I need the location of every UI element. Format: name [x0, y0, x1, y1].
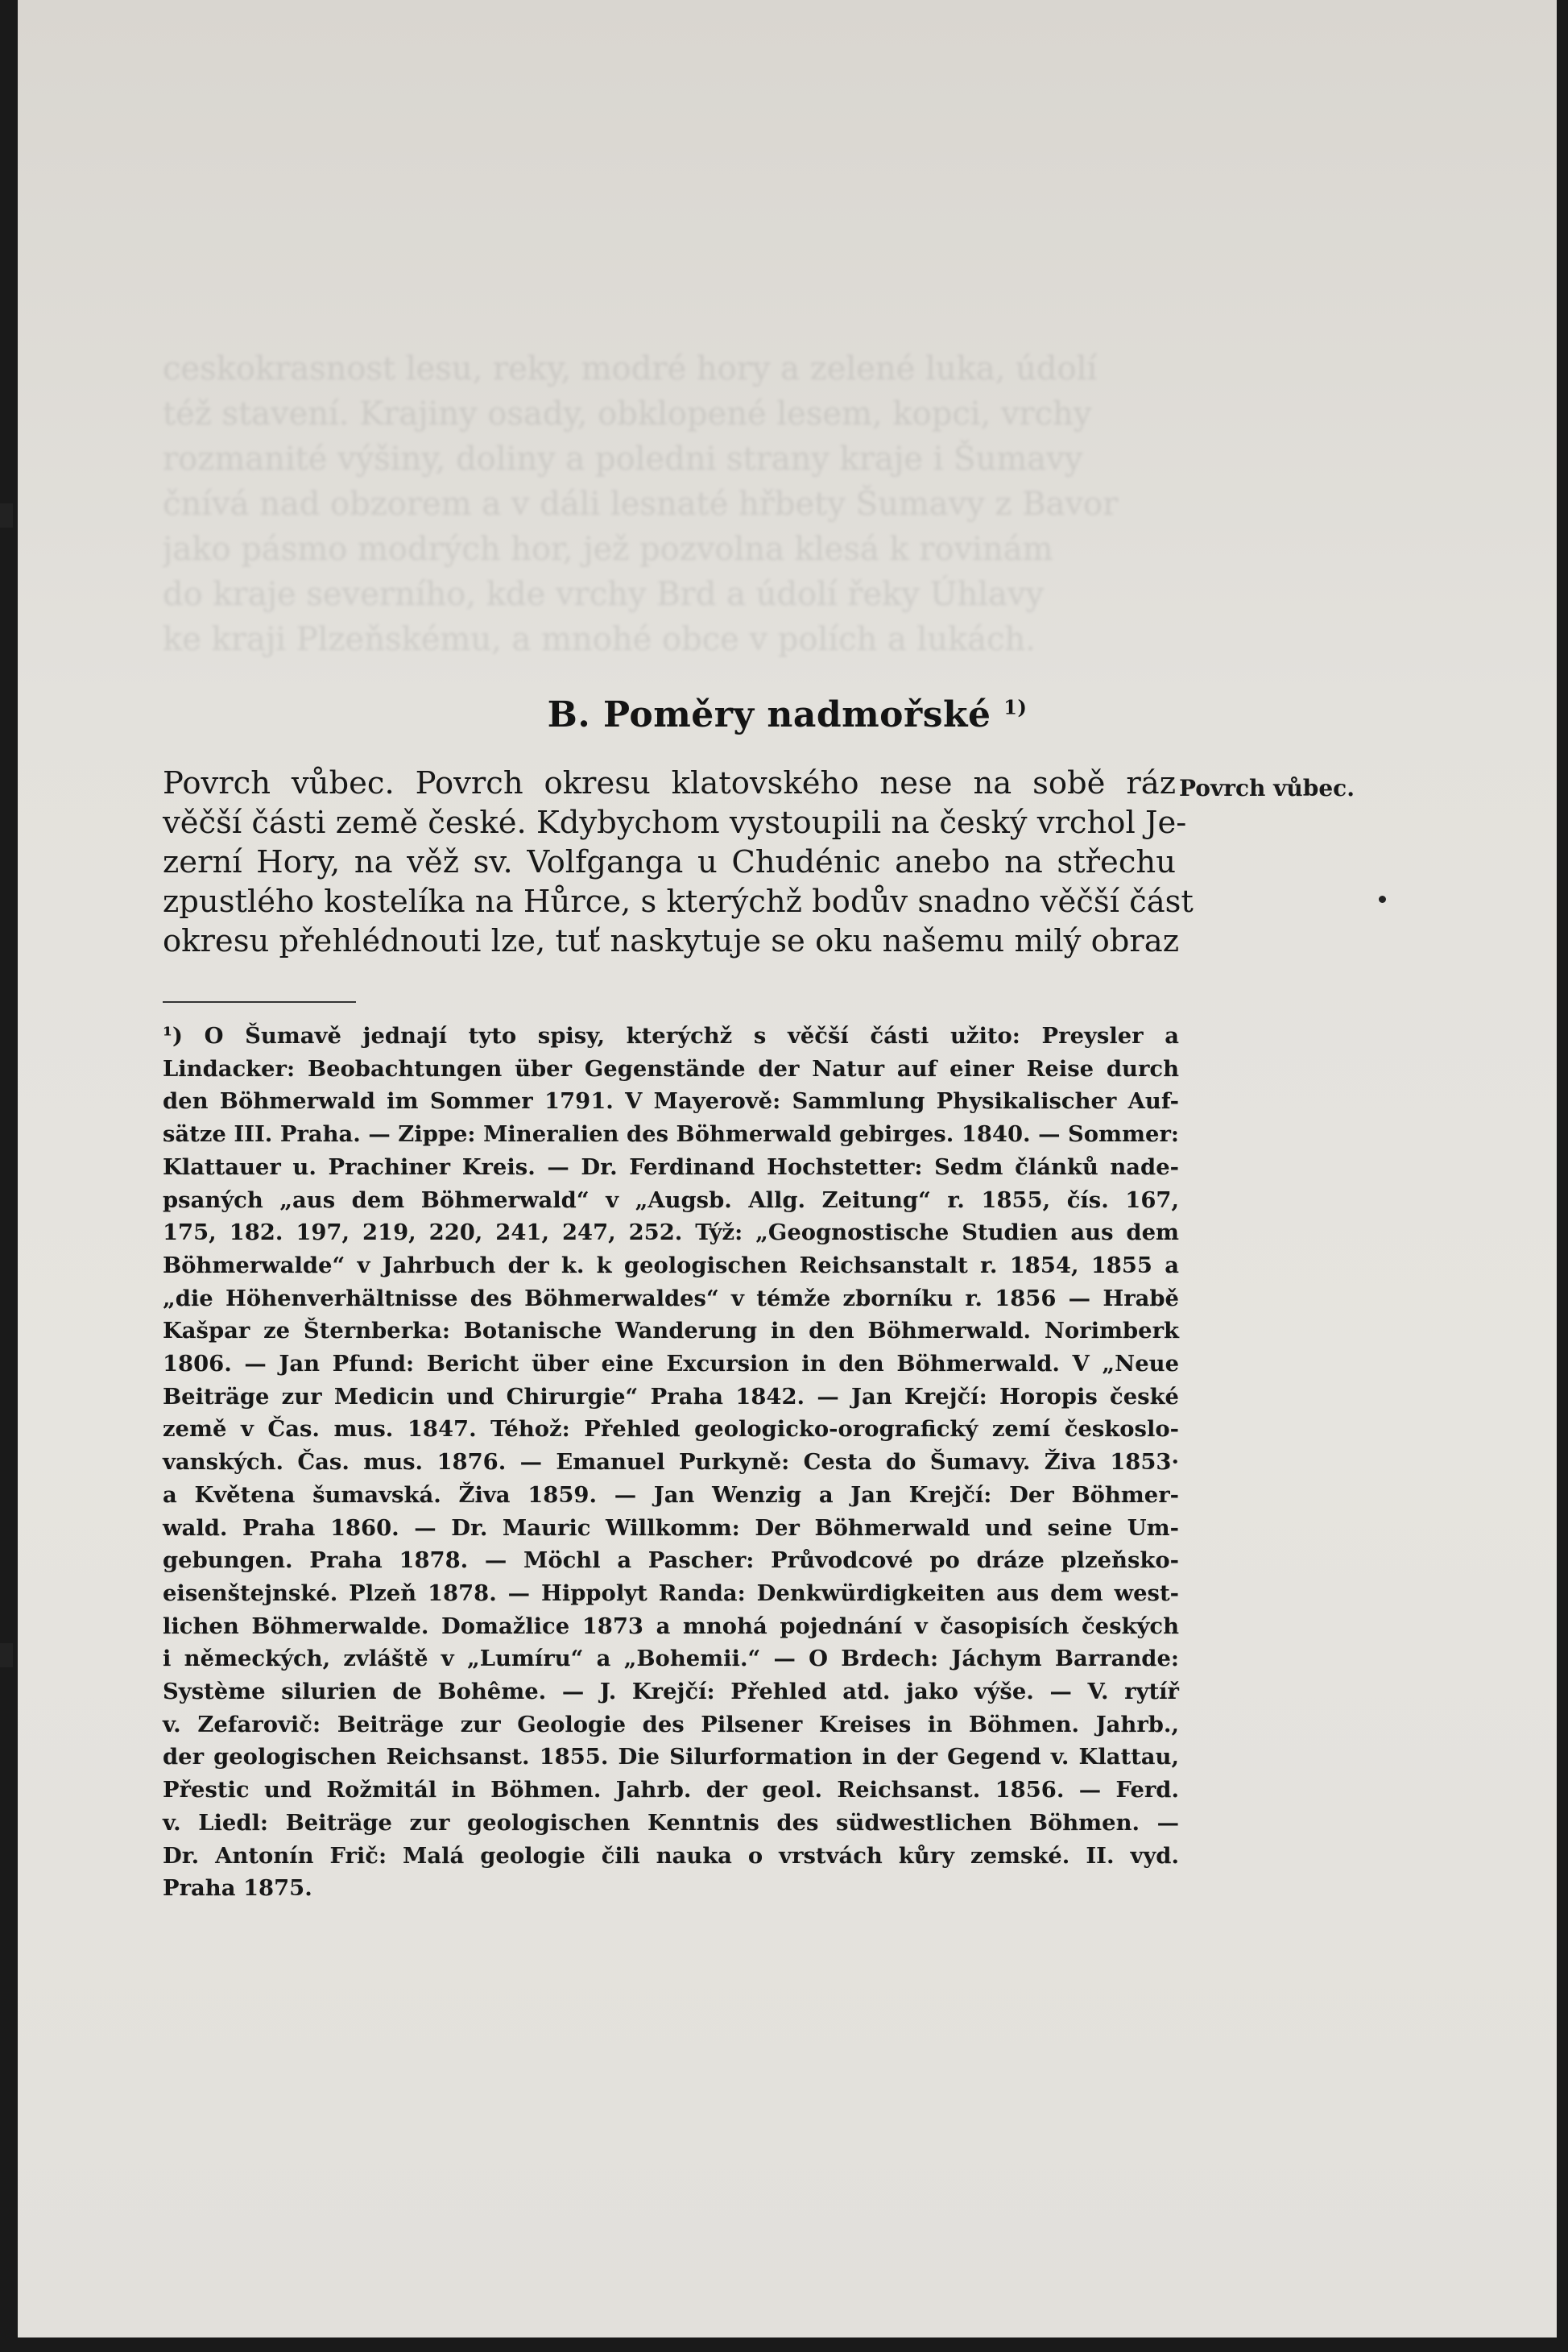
footnote-line: v. Liedl: Beiträge zur geologischen Kenntnis des südwestlichen Böhmen. — [163, 1809, 1179, 1836]
show-through-text: ke kraji Plzeňskému, a mnohé obce v polích a lukách. [163, 621, 1036, 658]
footnote-line: Dr. Antonín Frič: Malá geologie čili nauka o vrstvách kůry zemské. II. vyd. [163, 1842, 1179, 1869]
scan-edge-mark [0, 503, 13, 528]
footnote-line: Système silurien de Bohême. — J. Krejčí: Přehled atd. jako výše. — V. rytíř [163, 1679, 1179, 1705]
show-through-text: jako pásmo modrých hor, jež pozvolna klesá k rovinám [163, 531, 1053, 568]
footnote-line: i německých, zvláště v „Lumíru“ a „Bohemii.“ — O Brdech: Jáchym Barrande: [163, 1646, 1179, 1672]
show-through-text: ceskokrasnost lesu, reky, modré hory a zelené luka, údolí [163, 350, 1098, 387]
body-paragraph [163, 764, 1194, 961]
footnote-line: wald. Praha 1860. — Dr. Mauric Willkomm: Der Böhmerwald und seine Um- [163, 1514, 1179, 1541]
footnote-line: gebungen. Praha 1878. — Möchl a Pascher: Průvodcové po dráze plzeňsko- [163, 1547, 1179, 1574]
scan-edge-mark [0, 1643, 13, 1667]
footnote-line: Praha 1875. [163, 1875, 312, 1902]
footnote-line: den Böhmerwald im Sommer 1791. V Mayerově: Sammlung Physikalischer Auf- [163, 1088, 1179, 1115]
footnote-line: ¹) O Šumavě jednají tyto spisy, kterýchž s věčší části užito: Preysler a [163, 1023, 1179, 1049]
body-line: věčší části země české. Kdybychom vystoupili na český vrchol Je- [163, 805, 1187, 841]
footnote-line: 1806. — Jan Pfund: Bericht über eine Excursion in den Böhmerwald. V „Neue [163, 1351, 1179, 1377]
footnote-line: Böhmerwalde“ v Jahrbuch der k. k geologischen Reichsanstalt r. 1854, 1855 a [163, 1252, 1179, 1278]
section-heading-text: B. Poměry nadmořské [547, 694, 991, 735]
body-line: zpustlého kostelíka na Hůrce, s kterýchž bodův snadno věčší část [163, 884, 1194, 920]
footnote-line: Klattauer u. Prachiner Kreis. — Dr. Ferdinand Hochstetter: Sedm článků nade- [163, 1153, 1179, 1180]
footnote-line: Beiträge zur Medicin und Chirurgie“ Praha 1842. — Jan Krejčí: Horopis české [163, 1383, 1179, 1410]
show-through-text: též stavení. Krajiny osady, obklopené lesem, kopci, vrchy [163, 395, 1092, 433]
footnote-line: Kašpar ze Šternberka: Botanische Wanderung in den Böhmerwald. Norimberk [163, 1318, 1179, 1344]
footnote-line: der geologischen Reichsanst. 1855. Die Silurformation in der Gegend v. Klattau, [163, 1744, 1179, 1770]
footnote-line: 175, 182. 197, 219, 220, 241, 247, 252. Týž: „Geognostische Studien aus dem [163, 1219, 1179, 1246]
footnote-line: v. Zefarovič: Beiträge zur Geologie des Pilsener Kreises in Böhmen. Jahrb., [163, 1711, 1179, 1737]
body-line: zerní Hory, na věž sv. Volfganga u Chudénic anebo na střechu [163, 844, 1176, 880]
footnote-line: Lindacker: Beobachtungen über Gegenstände der Natur auf einer Reise durch [163, 1055, 1179, 1082]
footnote [163, 1020, 1179, 1905]
show-through-text: čnívá nad obzorem a v dáli lesnaté hřbety Šumavy z Bavor [163, 486, 1119, 523]
document-page [18, 0, 1557, 2338]
footnote-separator [163, 1001, 356, 1003]
footnote-line: země v Čas. mus. 1847. Téhož: Přehled geologicko-orografický zemí českoslo- [163, 1416, 1179, 1443]
footnote-line: Přestic und Rožmitál in Böhmen. Jahrb. der geol. Reichsanst. 1856. — Ferd. [163, 1777, 1179, 1803]
margin-note: Povrch vůbec. [1179, 775, 1355, 801]
body-line: okresu přehlédnouti lze, tuť naskytuje se oku našemu milý obraz [163, 923, 1180, 959]
footnote-line: a Květena šumavská. Živa 1859. — Jan Wenzig a Jan Krejčí: Der Böhmer- [163, 1481, 1179, 1508]
body-line: Povrch vůbec. Povrch okresu klatovského nese na sobě ráz [163, 765, 1176, 801]
ink-speck [1379, 896, 1386, 903]
heading-footnote-ref: 1) [1003, 695, 1028, 719]
show-through-text: do kraje severního, kde vrchy Brd a údolí řeky Úhlavy [163, 576, 1045, 613]
footnote-line: „die Höhenverhältnisse des Böhmerwaldes“ v témže zborníku r. 1856 — Hrabě [163, 1285, 1179, 1311]
footnote-line: eisenštejnské. Plzeň 1878. — Hippolyt Randa: Denkwürdigkeiten aus dem west- [163, 1580, 1179, 1606]
show-through-text: rozmanité výšiny, doliny a poledni strany kraje i Šumavy [163, 441, 1083, 478]
footnote-line: sätze III. Praha. — Zippe: Mineralien des Böhmerwald gebirges. 1840. — Sommer: [163, 1121, 1179, 1148]
footnote-line: vanských. Čas. mus. 1876. — Emanuel Purkyně: Cesta do Šumavy. Živa 1853· [163, 1449, 1179, 1476]
footnote-line: lichen Böhmerwalde. Domažlice 1873 a mnohá pojednání v časopisích českých [163, 1613, 1179, 1639]
section-heading [18, 694, 1557, 735]
footnote-line: psaných „aus dem Böhmerwald“ v „Augsb. Allg. Zeitung“ r. 1855, čís. 167, [163, 1186, 1179, 1213]
